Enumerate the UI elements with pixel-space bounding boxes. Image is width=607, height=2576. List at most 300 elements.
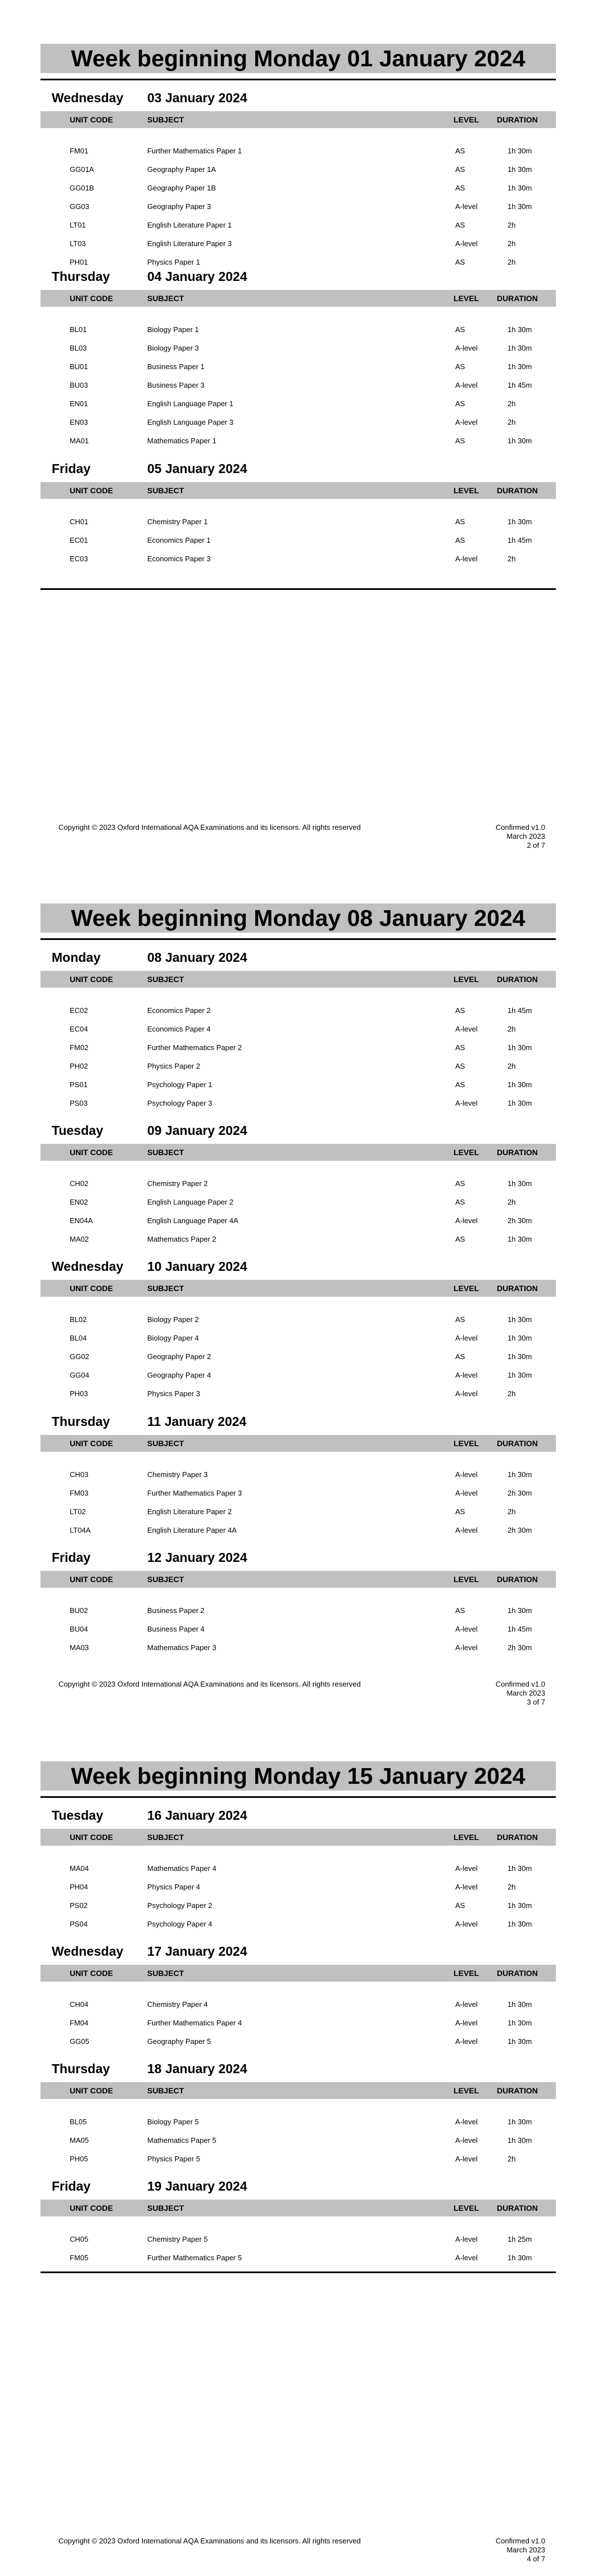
level-cell: AS bbox=[455, 1043, 465, 1052]
table-row bbox=[0, 1620, 607, 1638]
table-row bbox=[0, 160, 607, 179]
level-cell: A-level bbox=[455, 1489, 478, 1497]
header-level: LEVEL bbox=[454, 975, 479, 984]
table-row bbox=[0, 357, 607, 376]
unit-code-cell: CH05 bbox=[70, 2235, 89, 2243]
subject-cell: English Language Paper 3 bbox=[147, 418, 234, 426]
table-header bbox=[40, 1829, 556, 1846]
unit-code-cell: LT04A bbox=[70, 1526, 91, 1534]
version-line: Confirmed v1.0 bbox=[495, 2537, 545, 2545]
duration-cell: 2h bbox=[508, 2155, 516, 2163]
subject-cell: Business Paper 4 bbox=[147, 1625, 205, 1633]
header-subject: SUBJECT bbox=[147, 2086, 184, 2095]
day-date: 09 January 2024 bbox=[147, 1123, 247, 1138]
title-divider bbox=[40, 1796, 556, 1798]
level-cell: A-level bbox=[455, 1025, 478, 1033]
level-cell: A-level bbox=[455, 2118, 478, 2126]
header-unit-code: UNIT CODE bbox=[70, 486, 113, 495]
table-row bbox=[0, 216, 607, 234]
subject-cell: English Language Paper 4A bbox=[147, 1216, 238, 1225]
header-subject: SUBJECT bbox=[147, 1148, 184, 1157]
duration-cell: 1h 30m bbox=[508, 437, 532, 445]
level-cell: AS bbox=[455, 399, 465, 408]
table-row bbox=[0, 1020, 607, 1038]
table-row bbox=[0, 1057, 607, 1075]
level-cell: AS bbox=[455, 1315, 465, 1324]
subject-cell: Psychology Paper 2 bbox=[147, 1901, 212, 1910]
subject-cell: Further Mathematics Paper 4 bbox=[147, 2019, 242, 2027]
unit-code-cell: CH04 bbox=[70, 2000, 89, 2009]
level-cell: A-level bbox=[455, 1883, 478, 1891]
subject-cell: Further Mathematics Paper 3 bbox=[147, 1489, 242, 1497]
version-line: 2 of 7 bbox=[527, 841, 545, 849]
version-line: 4 of 7 bbox=[527, 2555, 545, 2563]
table-row bbox=[0, 1384, 607, 1403]
header-level: LEVEL bbox=[454, 1575, 479, 1584]
table-body bbox=[0, 2112, 607, 2168]
copyright-notice: Copyright © 2023 Oxford International AQA Examinations and its licensors. All rights reserved bbox=[58, 2537, 361, 2545]
table-row bbox=[0, 2230, 607, 2248]
table-row bbox=[0, 1465, 607, 1484]
table-header bbox=[40, 2200, 556, 2216]
level-cell: AS bbox=[455, 1179, 465, 1188]
header-unit-code: UNIT CODE bbox=[70, 1439, 113, 1448]
unit-code-cell: GG05 bbox=[70, 2037, 89, 2046]
header-duration: DURATION bbox=[497, 294, 538, 303]
week-title: Week beginning Monday 15 January 2024 bbox=[40, 1761, 556, 1791]
level-cell: AS bbox=[455, 147, 465, 155]
table-row bbox=[0, 1310, 607, 1329]
level-cell: A-level bbox=[455, 1625, 478, 1633]
unit-code-cell: GG02 bbox=[70, 1352, 89, 1361]
day-date: 18 January 2024 bbox=[147, 2061, 247, 2076]
unit-code-cell: PH04 bbox=[70, 1883, 88, 1891]
subject-cell: English Language Paper 2 bbox=[147, 1198, 234, 1206]
duration-cell: 1h 30m bbox=[508, 1334, 532, 1342]
header-subject: SUBJECT bbox=[147, 1284, 184, 1293]
header-duration: DURATION bbox=[497, 1284, 538, 1293]
header-unit-code: UNIT CODE bbox=[70, 115, 113, 124]
level-cell: A-level bbox=[455, 1470, 478, 1479]
subject-cell: Physics Paper 4 bbox=[147, 1883, 200, 1891]
version-line: March 2023 bbox=[506, 2546, 545, 2554]
subject-cell: Mathematics Paper 5 bbox=[147, 2136, 216, 2145]
version-info bbox=[433, 823, 545, 850]
subject-cell: Business Paper 1 bbox=[147, 362, 205, 371]
level-cell: A-level bbox=[455, 418, 478, 426]
subject-cell: Geography Paper 3 bbox=[147, 202, 211, 211]
subject-cell: Physics Paper 3 bbox=[147, 1389, 200, 1398]
table-row bbox=[0, 1896, 607, 1915]
header-duration: DURATION bbox=[497, 2086, 538, 2095]
subject-cell: Physics Paper 1 bbox=[147, 258, 200, 266]
day-name: Monday bbox=[52, 950, 101, 965]
unit-code-cell: GG01A bbox=[70, 165, 94, 174]
level-cell: A-level bbox=[455, 555, 478, 563]
subject-cell: English Literature Paper 4A bbox=[147, 1526, 237, 1534]
table-header bbox=[40, 1435, 556, 1452]
table-body bbox=[0, 1001, 607, 1112]
header-level: LEVEL bbox=[454, 2086, 479, 2095]
header-level: LEVEL bbox=[454, 1439, 479, 1448]
header-unit-code: UNIT CODE bbox=[70, 1284, 113, 1293]
unit-code-cell: BL03 bbox=[70, 344, 87, 352]
version-info bbox=[433, 2537, 545, 2564]
subject-cell: Geography Paper 5 bbox=[147, 2037, 211, 2046]
table-body bbox=[0, 142, 607, 271]
version-line: March 2023 bbox=[506, 1689, 545, 1697]
unit-code-cell: BL01 bbox=[70, 325, 87, 334]
header-duration: DURATION bbox=[497, 115, 538, 124]
subject-cell: Psychology Paper 1 bbox=[147, 1080, 212, 1089]
day-date: 10 January 2024 bbox=[147, 1259, 247, 1274]
unit-code-cell: GG01B bbox=[70, 184, 94, 192]
duration-cell: 1h 30m bbox=[508, 1179, 532, 1188]
copyright-notice: Copyright © 2023 Oxford International AQA Examinations and its licensors. All rights reserved bbox=[58, 1680, 361, 1688]
table-header bbox=[40, 482, 556, 499]
subject-cell: Chemistry Paper 4 bbox=[147, 2000, 208, 2009]
subject-cell: Geography Paper 1B bbox=[147, 184, 216, 192]
header-level: LEVEL bbox=[454, 294, 479, 303]
subject-cell: Biology Paper 5 bbox=[147, 2118, 199, 2126]
header-level: LEVEL bbox=[454, 1284, 479, 1293]
table-row bbox=[0, 1366, 607, 1384]
duration-cell: 1h 30m bbox=[508, 2136, 532, 2145]
subject-cell: English Language Paper 1 bbox=[147, 399, 234, 408]
level-cell: AS bbox=[455, 362, 465, 371]
duration-cell: 1h 30m bbox=[508, 517, 532, 526]
subject-cell: Geography Paper 2 bbox=[147, 1352, 211, 1361]
table-header bbox=[40, 971, 556, 988]
level-cell: A-level bbox=[455, 344, 478, 352]
table-header bbox=[40, 1965, 556, 1982]
subject-cell: English Literature Paper 1 bbox=[147, 221, 232, 229]
subject-cell: Further Mathematics Paper 5 bbox=[147, 2254, 242, 2262]
header-duration: DURATION bbox=[497, 1148, 538, 1157]
unit-code-cell: MA01 bbox=[70, 437, 89, 445]
table-row bbox=[0, 512, 607, 531]
level-cell: AS bbox=[455, 1352, 465, 1361]
unit-code-cell: MA03 bbox=[70, 1643, 89, 1652]
table-row bbox=[0, 339, 607, 357]
subject-cell: English Literature Paper 2 bbox=[147, 1507, 232, 1516]
duration-cell: 1h 30m bbox=[508, 1315, 532, 1324]
level-cell: AS bbox=[455, 258, 465, 266]
unit-code-cell: BL04 bbox=[70, 1334, 87, 1342]
level-cell: AS bbox=[455, 325, 465, 334]
unit-code-cell: PH05 bbox=[70, 2155, 88, 2163]
day-name: Tuesday bbox=[52, 1123, 103, 1138]
table-row bbox=[0, 1601, 607, 1620]
unit-code-cell: PH01 bbox=[70, 258, 88, 266]
level-cell: AS bbox=[455, 184, 465, 192]
subject-cell: Mathematics Paper 4 bbox=[147, 1864, 216, 1873]
table-row bbox=[0, 1995, 607, 2014]
duration-cell: 1h 45m bbox=[508, 1625, 532, 1633]
header-level: LEVEL bbox=[454, 1148, 479, 1157]
unit-code-cell: BU03 bbox=[70, 381, 88, 389]
duration-cell: 1h 30m bbox=[508, 1901, 532, 1910]
header-unit-code: UNIT CODE bbox=[70, 294, 113, 303]
table-header bbox=[40, 1144, 556, 1161]
unit-code-cell: EC01 bbox=[70, 536, 88, 544]
table-header bbox=[40, 1571, 556, 1588]
subject-cell: Economics Paper 3 bbox=[147, 555, 211, 563]
subject-cell: Geography Paper 1A bbox=[147, 165, 216, 174]
subject-cell: Business Paper 3 bbox=[147, 381, 205, 389]
header-unit-code: UNIT CODE bbox=[70, 2204, 113, 2212]
level-cell: A-level bbox=[455, 2155, 478, 2163]
table-row bbox=[0, 234, 607, 253]
level-cell: A-level bbox=[455, 1371, 478, 1379]
level-cell: A-level bbox=[455, 1526, 478, 1534]
table-header bbox=[40, 290, 556, 307]
table-row bbox=[0, 531, 607, 549]
level-cell: A-level bbox=[455, 1643, 478, 1652]
unit-code-cell: PH03 bbox=[70, 1389, 88, 1398]
unit-code-cell: PH02 bbox=[70, 1062, 88, 1070]
level-cell: A-level bbox=[455, 239, 478, 248]
duration-cell: 1h 30m bbox=[508, 1099, 532, 1107]
day-date: 08 January 2024 bbox=[147, 950, 247, 965]
subject-cell: Economics Paper 2 bbox=[147, 1006, 211, 1015]
duration-cell: 1h 30m bbox=[508, 1470, 532, 1479]
day-name: Tuesday bbox=[52, 1808, 103, 1823]
table-row bbox=[0, 1211, 607, 1230]
header-subject: SUBJECT bbox=[147, 1969, 184, 1978]
level-cell: A-level bbox=[455, 1334, 478, 1342]
header-level: LEVEL bbox=[454, 115, 479, 124]
day-name: Wednesday bbox=[52, 1259, 124, 1274]
duration-cell: 1h 30m bbox=[508, 184, 532, 192]
unit-code-cell: LT02 bbox=[70, 1507, 86, 1516]
duration-cell: 1h 30m bbox=[508, 1920, 532, 1928]
unit-code-cell: PS01 bbox=[70, 1080, 88, 1089]
level-cell: AS bbox=[455, 1507, 465, 1516]
duration-cell: 2h bbox=[508, 1025, 516, 1033]
duration-cell: 2h 30m bbox=[508, 1216, 532, 1225]
level-cell: A-level bbox=[455, 2019, 478, 2027]
table-body bbox=[0, 1859, 607, 1933]
table-row bbox=[0, 2150, 607, 2168]
table-row bbox=[0, 376, 607, 394]
day-name: Friday bbox=[52, 1550, 91, 1565]
level-cell: A-level bbox=[455, 381, 478, 389]
day-date: 17 January 2024 bbox=[147, 1944, 247, 1959]
unit-code-cell: EN03 bbox=[70, 418, 88, 426]
table-row bbox=[0, 1174, 607, 1193]
level-cell: A-level bbox=[455, 2037, 478, 2046]
table-body bbox=[0, 1465, 607, 1539]
header-duration: DURATION bbox=[497, 1969, 538, 1978]
table-body bbox=[0, 2230, 607, 2267]
level-cell: AS bbox=[455, 1901, 465, 1910]
subject-cell: Geography Paper 4 bbox=[147, 1371, 211, 1379]
unit-code-cell: LT01 bbox=[70, 221, 86, 229]
table-row bbox=[0, 1521, 607, 1539]
level-cell: AS bbox=[455, 1062, 465, 1070]
subject-cell: Psychology Paper 3 bbox=[147, 1099, 212, 1107]
unit-code-cell: FM03 bbox=[70, 1489, 89, 1497]
duration-cell: 1h 30m bbox=[508, 2037, 532, 2046]
duration-cell: 1h 30m bbox=[508, 1043, 532, 1052]
table-row bbox=[0, 394, 607, 413]
table-row bbox=[0, 1502, 607, 1521]
duration-cell: 1h 45m bbox=[508, 536, 532, 544]
table-row bbox=[0, 2032, 607, 2051]
table-body bbox=[0, 1995, 607, 2051]
level-cell: A-level bbox=[455, 202, 478, 211]
unit-code-cell: GG03 bbox=[70, 202, 89, 211]
duration-cell: 2h bbox=[508, 555, 516, 563]
level-cell: AS bbox=[455, 536, 465, 544]
subject-cell: Further Mathematics Paper 2 bbox=[147, 1043, 242, 1052]
unit-code-cell: PS03 bbox=[70, 1099, 88, 1107]
subject-cell: Biology Paper 2 bbox=[147, 1315, 199, 1324]
subject-cell: Chemistry Paper 3 bbox=[147, 1470, 208, 1479]
day-date: 12 January 2024 bbox=[147, 1550, 247, 1565]
table-row bbox=[0, 1878, 607, 1896]
subject-cell: Physics Paper 5 bbox=[147, 2155, 200, 2163]
duration-cell: 2h 30m bbox=[508, 1526, 532, 1534]
unit-code-cell: EC04 bbox=[70, 1025, 88, 1033]
unit-code-cell: BU01 bbox=[70, 362, 88, 371]
unit-code-cell: EC03 bbox=[70, 555, 88, 563]
level-cell: AS bbox=[455, 1606, 465, 1615]
table-row bbox=[0, 1484, 607, 1502]
table-body bbox=[0, 1601, 607, 1657]
subject-cell: Psychology Paper 4 bbox=[147, 1920, 212, 1928]
level-cell: AS bbox=[455, 437, 465, 445]
day-date: 16 January 2024 bbox=[147, 1808, 247, 1823]
level-cell: AS bbox=[455, 221, 465, 229]
table-row bbox=[0, 1859, 607, 1878]
version-line: 3 of 7 bbox=[527, 1698, 545, 1706]
table-row bbox=[0, 1094, 607, 1112]
subject-cell: Economics Paper 1 bbox=[147, 536, 211, 544]
unit-code-cell: PS02 bbox=[70, 1901, 88, 1910]
unit-code-cell: PS04 bbox=[70, 1920, 88, 1928]
unit-code-cell: GG04 bbox=[70, 1371, 89, 1379]
subject-cell: Chemistry Paper 5 bbox=[147, 2235, 208, 2243]
section-end-divider bbox=[40, 588, 556, 590]
table-row bbox=[0, 2014, 607, 2032]
day-date: 19 January 2024 bbox=[147, 2179, 247, 2193]
day-name: Wednesday bbox=[52, 90, 124, 105]
table-row bbox=[0, 320, 607, 339]
unit-code-cell: CH03 bbox=[70, 1470, 89, 1479]
header-level: LEVEL bbox=[454, 486, 479, 495]
duration-cell: 2h bbox=[508, 1507, 516, 1516]
level-cell: A-level bbox=[455, 2136, 478, 2145]
version-info bbox=[433, 1680, 545, 1707]
level-cell: A-level bbox=[455, 1389, 478, 1398]
duration-cell: 1h 30m bbox=[508, 2000, 532, 2009]
header-subject: SUBJECT bbox=[147, 294, 184, 303]
level-cell: AS bbox=[455, 165, 465, 174]
day-date: 04 January 2024 bbox=[147, 269, 247, 284]
duration-cell: 1h 30m bbox=[508, 1606, 532, 1615]
subject-cell: Biology Paper 1 bbox=[147, 325, 199, 334]
table-row bbox=[0, 1193, 607, 1211]
header-unit-code: UNIT CODE bbox=[70, 1833, 113, 1842]
table-header bbox=[40, 1280, 556, 1297]
duration-cell: 1h 30m bbox=[508, 325, 532, 334]
header-duration: DURATION bbox=[497, 1575, 538, 1584]
duration-cell: 1h 30m bbox=[508, 1235, 532, 1243]
unit-code-cell: EN01 bbox=[70, 399, 88, 408]
table-row bbox=[0, 197, 607, 216]
week-title: Week beginning Monday 01 January 2024 bbox=[40, 44, 556, 73]
day-name: Friday bbox=[52, 461, 91, 476]
table-row bbox=[0, 549, 607, 568]
unit-code-cell: MA05 bbox=[70, 2136, 89, 2145]
duration-cell: 2h bbox=[508, 258, 516, 266]
subject-cell: Business Paper 2 bbox=[147, 1606, 205, 1615]
unit-code-cell: BL02 bbox=[70, 1315, 87, 1324]
subject-cell: Economics Paper 4 bbox=[147, 1025, 211, 1033]
duration-cell: 1h 30m bbox=[508, 202, 532, 211]
table-row bbox=[0, 1038, 607, 1057]
duration-cell: 1h 30m bbox=[508, 1352, 532, 1361]
subject-cell: Mathematics Paper 2 bbox=[147, 1235, 216, 1243]
duration-cell: 1h 30m bbox=[508, 1080, 532, 1089]
level-cell: A-level bbox=[455, 1216, 478, 1225]
header-unit-code: UNIT CODE bbox=[70, 975, 113, 984]
subject-cell: Biology Paper 3 bbox=[147, 344, 199, 352]
table-row bbox=[0, 2248, 607, 2267]
unit-code-cell: BU04 bbox=[70, 1625, 88, 1633]
table-body bbox=[0, 512, 607, 568]
unit-code-cell: CH01 bbox=[70, 517, 89, 526]
unit-code-cell: LT03 bbox=[70, 239, 86, 248]
duration-cell: 2h bbox=[508, 418, 516, 426]
day-date: 11 January 2024 bbox=[147, 1414, 247, 1429]
duration-cell: 1h 30m bbox=[508, 344, 532, 352]
table-header bbox=[40, 111, 556, 128]
table-row bbox=[0, 1001, 607, 1020]
table-body bbox=[0, 1174, 607, 1248]
version-line: Confirmed v1.0 bbox=[495, 823, 545, 832]
level-cell: A-level bbox=[455, 2000, 478, 2009]
subject-cell: English Literature Paper 3 bbox=[147, 239, 232, 248]
header-subject: SUBJECT bbox=[147, 1575, 184, 1584]
unit-code-cell: FM04 bbox=[70, 2019, 89, 2027]
level-cell: A-level bbox=[455, 1099, 478, 1107]
header-level: LEVEL bbox=[454, 1833, 479, 1842]
header-duration: DURATION bbox=[497, 1833, 538, 1842]
level-cell: A-level bbox=[455, 2235, 478, 2243]
subject-cell: Mathematics Paper 3 bbox=[147, 1643, 216, 1652]
level-cell: A-level bbox=[455, 1864, 478, 1873]
duration-cell: 2h bbox=[508, 1062, 516, 1070]
duration-cell: 2h bbox=[508, 1389, 516, 1398]
day-name: Friday bbox=[52, 2179, 91, 2193]
subject-cell: Chemistry Paper 2 bbox=[147, 1179, 208, 1188]
header-unit-code: UNIT CODE bbox=[70, 2086, 113, 2095]
table-header bbox=[40, 2082, 556, 2099]
day-name: Thursday bbox=[52, 269, 110, 284]
level-cell: A-level bbox=[455, 1920, 478, 1928]
duration-cell: 1h 30m bbox=[508, 1864, 532, 1873]
duration-cell: 2h 30m bbox=[508, 1643, 532, 1652]
copyright-notice: Copyright © 2023 Oxford International AQA Examinations and its licensors. All rights reserved bbox=[58, 823, 361, 832]
table-row bbox=[0, 1329, 607, 1347]
header-duration: DURATION bbox=[497, 975, 538, 984]
header-subject: SUBJECT bbox=[147, 115, 184, 124]
header-duration: DURATION bbox=[497, 486, 538, 495]
unit-code-cell: FM05 bbox=[70, 2254, 89, 2262]
